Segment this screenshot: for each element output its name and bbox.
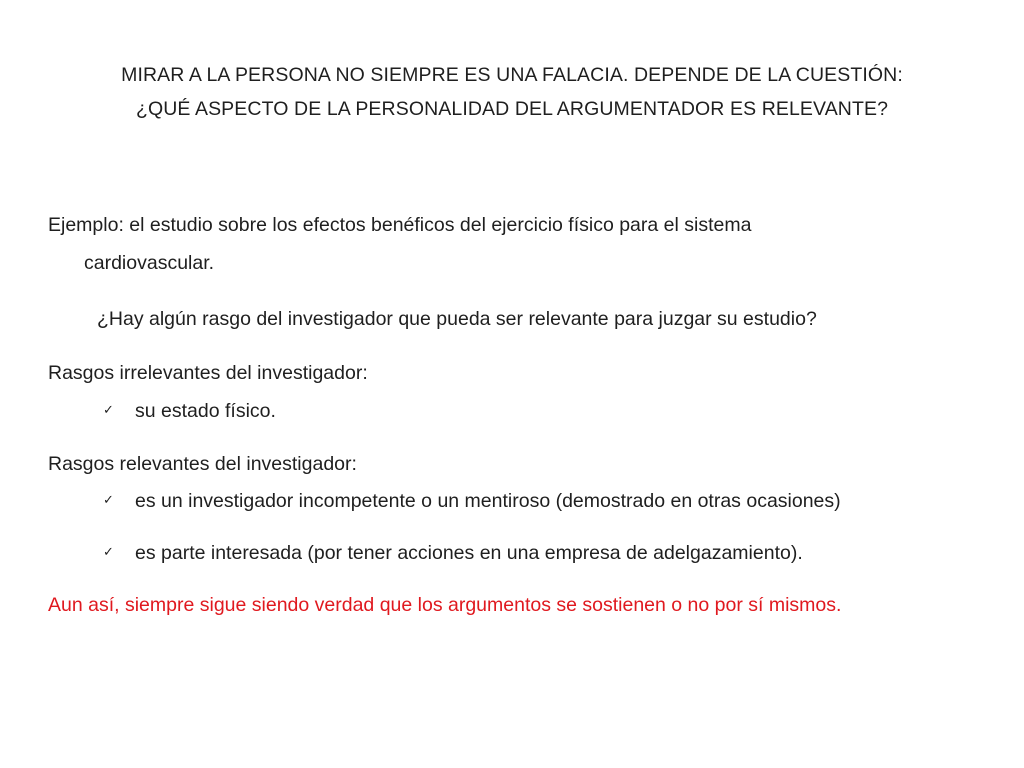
relevant-trait-item: [103, 488, 841, 514]
irrelevant-traits-heading: Rasgos irrelevantes del investigador:: [48, 362, 368, 384]
slide-title-line-2: ¿QUÉ ASPECTO DE LA PERSONALIDAD DEL ARGUMENTADOR ES RELEVANTE?: [135, 98, 889, 120]
check-icon: ✓: [103, 493, 114, 508]
irrelevant-trait-item: [103, 398, 276, 424]
example-text-line-2: cardiovascular.: [84, 252, 215, 274]
example-text-line-1: Ejemplo: el estudio sobre los efectos benéficos del ejercicio físico para el sistema: [48, 214, 752, 236]
relevant-trait-item: [103, 540, 803, 566]
relevant-traits-heading: Rasgos relevantes del investigador:: [48, 453, 357, 475]
relevant-trait-label: es parte interesada (por tener acciones en una empresa de adelgazamiento).: [135, 542, 803, 564]
slide-title-line-1: MIRAR A LA PERSONA NO SIEMPRE ES UNA FALACIA. DEPENDE DE LA CUESTIÓN:: [121, 64, 903, 86]
irrelevant-trait-label: su estado físico.: [135, 400, 276, 422]
conclusion-text: Aun así, siempre sigue siendo verdad que los argumentos se sostienen o no por sí mismos.: [48, 594, 842, 616]
question-text: ¿Hay algún rasgo del investigador que pueda ser relevante para juzgar su estudio?: [97, 308, 817, 330]
check-icon: ✓: [103, 403, 114, 418]
relevant-trait-label: es un investigador incompetente o un mentiroso (demostrado en otras ocasiones): [135, 490, 841, 512]
check-icon: ✓: [103, 545, 114, 560]
